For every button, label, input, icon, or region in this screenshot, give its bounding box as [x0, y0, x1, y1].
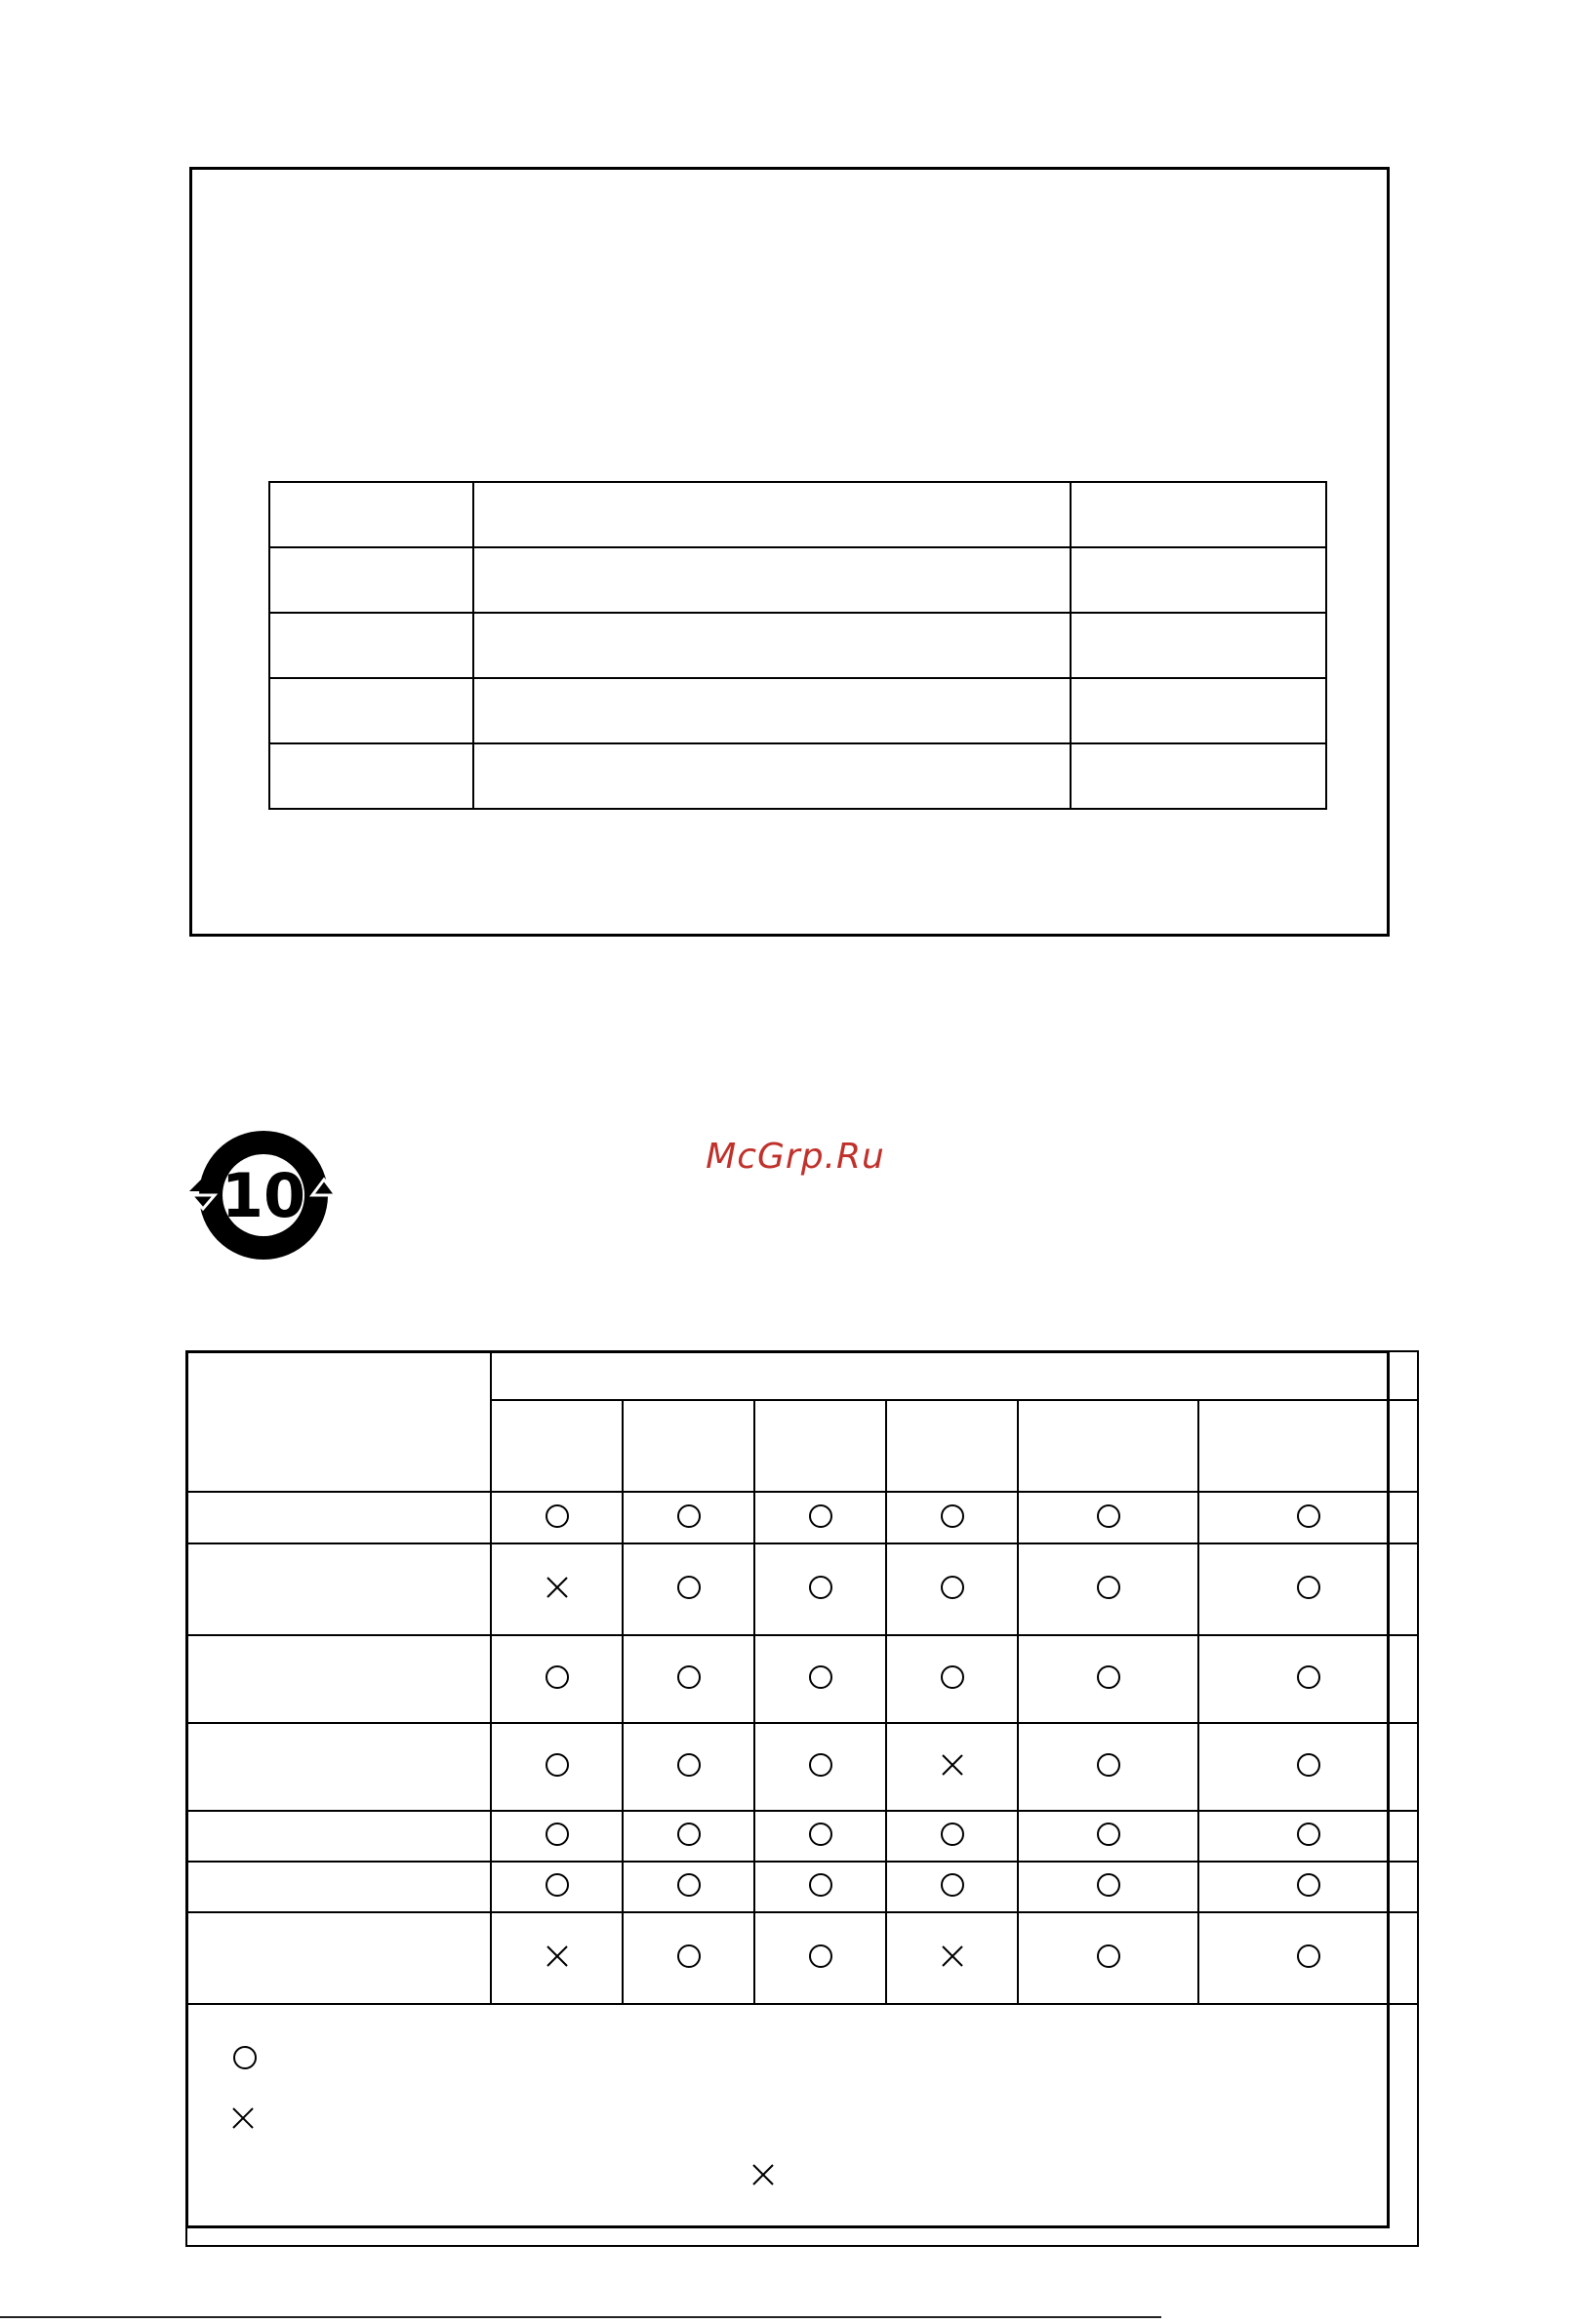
hazard-mark-cell [491, 1492, 623, 1543]
circle-mark-icon [806, 1573, 835, 1602]
circle-mark-icon [1094, 1820, 1123, 1849]
hazard-mark-cell [754, 1635, 886, 1723]
hazard-row [186, 1811, 1418, 1862]
top-table-row [269, 678, 1326, 743]
circle-mark-icon [543, 1502, 572, 1531]
circle-mark-icon [543, 1663, 572, 1692]
substances-header [491, 1351, 1418, 1400]
epup-10-years-icon [187, 1129, 340, 1262]
cross-mark-icon [543, 1573, 572, 1602]
top-table-cell [269, 743, 473, 809]
hazard-mark-cell [754, 1862, 886, 1912]
circle-mark-icon [1094, 1502, 1123, 1531]
hazard-table [185, 1350, 1419, 2247]
legend-mark-o [230, 2043, 260, 2076]
watermark: McGrp.Ru [706, 1137, 885, 1177]
top-table-cell [1071, 613, 1326, 678]
hazard-mark-cell [623, 1912, 754, 2004]
top-table-cell [473, 613, 1071, 678]
circle-mark-icon [1094, 1942, 1123, 1971]
top-table-row [269, 743, 1326, 809]
notes-cell [186, 2004, 1418, 2246]
top-table-row [269, 613, 1326, 678]
bottom-rule [0, 2316, 1161, 2318]
part-name-cell [186, 1492, 491, 1543]
part-name-cell [186, 1862, 491, 1912]
circle-mark-icon [1294, 1820, 1323, 1849]
circle-mark-icon [1294, 1870, 1323, 1900]
hazard-mark-cell [886, 1912, 1018, 2004]
circle-mark-icon [938, 1820, 967, 1849]
hazard-row [186, 1912, 1418, 2004]
hazard-mark-cell [754, 1723, 886, 1811]
hazard-mark-cell [754, 1811, 886, 1862]
circle-mark-icon [806, 1750, 835, 1780]
circle-mark-icon [674, 1820, 704, 1849]
top-table-cell [473, 482, 1071, 547]
hazard-mark-cell [1198, 1492, 1418, 1543]
hazard-row [186, 1862, 1418, 1912]
hazard-mark-cell [886, 1811, 1018, 1862]
circle-mark-icon [1294, 1502, 1323, 1531]
top-table-cell [269, 547, 473, 613]
part-name-cell [186, 1723, 491, 1811]
part-name-cell [186, 1811, 491, 1862]
top-table-cell [473, 547, 1071, 613]
hazard-mark-cell [623, 1723, 754, 1811]
circle-mark-icon [1094, 1750, 1123, 1780]
part-name-cell [186, 1635, 491, 1723]
circle-mark-icon [674, 1663, 704, 1692]
hazard-mark-cell [623, 1492, 754, 1543]
hazard-mark-cell [886, 1723, 1018, 1811]
hazard-mark-cell [491, 1912, 623, 2004]
hazard-mark-cell [886, 1543, 1018, 1635]
hazard-mark-cell [491, 1543, 623, 1635]
cross-mark-icon [543, 1942, 572, 1971]
circle-mark-icon [674, 1870, 704, 1900]
hazard-mark-cell [1018, 1811, 1198, 1862]
substance-column-header [1198, 1400, 1418, 1492]
notes-row [186, 2004, 1418, 2246]
circle-mark-icon [674, 1502, 704, 1531]
circle-mark-icon [938, 1870, 967, 1900]
hazard-mark-cell [754, 1912, 886, 2004]
top-table-cell [269, 482, 473, 547]
part-name-header [186, 1351, 491, 1492]
cross-mark-icon [938, 1942, 967, 1971]
circle-mark-icon [938, 1502, 967, 1531]
cross-mark-icon [938, 1750, 967, 1780]
hazard-mark-cell [491, 1862, 623, 1912]
top-table-row [269, 547, 1326, 613]
top-table-cell [269, 613, 473, 678]
hazard-row [186, 1723, 1418, 1811]
hazard-mark-cell [1018, 1723, 1198, 1811]
hazard-mark-cell [1198, 1543, 1418, 1635]
hazard-mark-cell [1198, 1912, 1418, 2004]
top-table-cell [473, 678, 1071, 743]
hazard-header-row [186, 1351, 1418, 1400]
part-name-cell [186, 1543, 491, 1635]
part-name-cell [186, 1912, 491, 2004]
circle-mark-icon [1094, 1573, 1123, 1602]
hazard-mark-cell [754, 1543, 886, 1635]
hazard-mark-cell [754, 1492, 886, 1543]
substance-column-header [623, 1400, 754, 1492]
circle-mark-icon [543, 1870, 572, 1900]
hazard-mark-cell [1198, 1811, 1418, 1862]
substance-column-header [886, 1400, 1018, 1492]
top-table [268, 481, 1327, 810]
hazard-mark-cell [623, 1635, 754, 1723]
legend-mark-x [228, 2104, 258, 2137]
circle-mark-icon [806, 1820, 835, 1849]
hazard-row [186, 1492, 1418, 1543]
top-table-cell [1071, 678, 1326, 743]
circle-mark-icon [674, 1573, 704, 1602]
hazard-mark-cell [623, 1862, 754, 1912]
hazard-mark-cell [1018, 1862, 1198, 1912]
hazard-mark-cell [491, 1811, 623, 1862]
hazard-mark-cell [886, 1635, 1018, 1723]
top-table-cell [1071, 482, 1326, 547]
hazard-row [186, 1543, 1418, 1635]
hazard-mark-cell [1198, 1862, 1418, 1912]
hazard-mark-cell [1018, 1543, 1198, 1635]
hazard-row [186, 1635, 1418, 1723]
circle-mark-icon [806, 1663, 835, 1692]
circle-mark-icon [806, 1870, 835, 1900]
substance-column-header [754, 1400, 886, 1492]
legend-mark-x-inline [749, 2160, 778, 2193]
circle-mark-icon [938, 1663, 967, 1692]
circle-mark-icon [1294, 1573, 1323, 1602]
circle-mark-icon [674, 1942, 704, 1971]
circle-mark-icon [1294, 1663, 1323, 1692]
top-table-cell [1071, 547, 1326, 613]
hazard-mark-cell [491, 1635, 623, 1723]
hazard-mark-cell [1198, 1635, 1418, 1723]
substance-column-header [491, 1400, 623, 1492]
circle-mark-icon [1294, 1942, 1323, 1971]
substance-column-header [1018, 1400, 1198, 1492]
circle-mark-icon [543, 1820, 572, 1849]
circle-mark-icon [674, 1750, 704, 1780]
circle-mark-icon [1094, 1870, 1123, 1900]
hazard-mark-cell [1018, 1635, 1198, 1723]
hazard-mark-cell [1018, 1912, 1198, 2004]
top-table-cell [1071, 743, 1326, 809]
circle-mark-icon [938, 1573, 967, 1602]
hazard-mark-cell [623, 1811, 754, 1862]
hazard-mark-cell [886, 1492, 1018, 1543]
hazard-mark-cell [623, 1543, 754, 1635]
top-table-row [269, 482, 1326, 547]
top-table-cell [269, 678, 473, 743]
circle-mark-icon [806, 1942, 835, 1971]
circle-mark-icon [1294, 1750, 1323, 1780]
circle-mark-icon [1094, 1663, 1123, 1692]
circle-mark-icon [543, 1750, 572, 1780]
circle-mark-icon [806, 1502, 835, 1531]
hazard-mark-cell [1018, 1492, 1198, 1543]
hazard-mark-cell [491, 1723, 623, 1811]
hazard-mark-cell [886, 1862, 1018, 1912]
hazard-mark-cell [1198, 1723, 1418, 1811]
top-table-cell [473, 743, 1071, 809]
logo-label: 10 [221, 1160, 306, 1231]
